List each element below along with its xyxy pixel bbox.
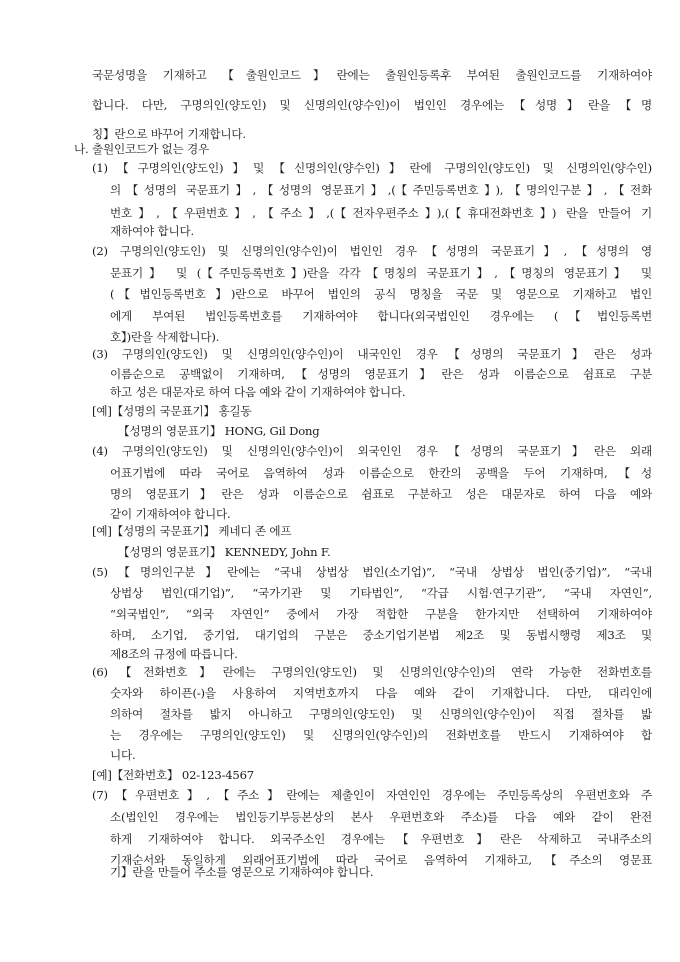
text-line: 어표기법에 따라 국어로 음역하여 성과 이름순으로 한칸의 공백을 두어 기재하며,【성 xyxy=(110,466,652,480)
text-line: 의【성명의 국문표기】,【성명의 영문표기】,(【주민등록번호】),【명의인구분】,【전화 xyxy=(110,183,652,197)
text-line: 숫자와 하이픈(-)을 사용하여 지역번호까지 다음 예와 같이 기재합니다. 다만, 대리인에 xyxy=(110,686,652,700)
section-heading: 나. 출원인코드가 없는 경우 xyxy=(74,142,209,156)
text-line: 호】)란을 삭제합니다). xyxy=(110,330,220,344)
text-line: 칭】란으로 바꾸어 기재합니다. xyxy=(92,127,246,141)
text-line: “외국법인”, “외국 자연인” 중에서 가장 적합한 구분을 한가지만 선택하여 기재하여야 xyxy=(110,607,652,621)
text-line: 합니다. 다만, 구명의인(양도인) 및 신명의인(양수인)이 법인인 경우에는【성명】란을【명 xyxy=(92,98,652,112)
text-line: 명의 영문표기】란은 성과 이름순으로 쉼표로 구분하고 성은 대문자로 하여 다음 예와 xyxy=(110,487,652,501)
text-line: 문표기】 및 (【주민등록번호】)란을 각각【명칭의 국문표기】,【명칭의 영문표기】 및 xyxy=(110,266,652,280)
text-line: (7)【우편번호】,【주소】란에는 제출인이 자연인인 경우에는 주민등록상의 우편번호와 주 xyxy=(92,788,652,802)
text-line: (4) 구명의인(양도인) 및 신명의인(양수인)이 외국인인 경우【성명의 국문표기】란은 외래 xyxy=(92,444,652,458)
text-line: (2) 구명의인(양도인) 및 신명의인(양수인)이 법인인 경우【성명의 국문표기】,【성명의 영 xyxy=(92,244,652,258)
text-line: 소(법인인 경우에는 법인등기부등본상의 본사 우편번호와 주소)를 다음 예와 같이 완전 xyxy=(110,810,652,824)
text-line: 니다. xyxy=(110,748,136,762)
example-line: [예]【성명의 국문표기】 홍길동 xyxy=(92,404,252,418)
text-line: 상법상 법인(대기업)”, “국가기관 및 기타법인”, “각급 시험·연구기관”, “국내 자연인”, xyxy=(110,586,652,600)
example-line: 【성명의 영문표기】 HONG, Gil Dong xyxy=(118,424,320,438)
example-line: [예]【성명의 국문표기】 케네디 존 에프 xyxy=(92,524,292,538)
text-line: 기재순서와 동일하게 외래어표기법에 따라 국어로 음역하여 기재하고,【주소의 영문표 xyxy=(110,853,652,867)
text-line: 제8조의 규정에 따릅니다. xyxy=(110,647,238,661)
text-line: 국문성명을 기재하고 【출원인코드】란에는 출원인등록후 부여된 출원인코드를 기재하여야 xyxy=(92,68,652,82)
text-line: 재하여야 합니다. xyxy=(110,224,194,238)
text-line: (5)【명의인구분】란에는 “국내 상법상 법인(소기업)”, “국내 상법상 법인(중기업)”, “국내 xyxy=(92,565,652,579)
text-line: (6)【전화번호】란에는 구명의인(양도인) 및 신명의인(양수인)의 연락 가능한 전화번호를 xyxy=(92,665,652,679)
text-line: 번호】,【우편번호】,【주소】,(【전자우편주소】),(【휴대전화번호】) 란을 만들어 기 xyxy=(110,206,652,220)
text-line: 기】란을 만들어 주소를 영문으로 기재하여야 합니다. xyxy=(110,865,374,879)
text-line: 같이 기재하여야 합니다. xyxy=(110,507,231,521)
text-line: 는 경우에는 구명의인(양도인) 및 신명의인(양수인)의 전화번호를 반드시 기재하여야 합 xyxy=(110,728,652,742)
text-line: 의하여 절차를 밟지 아니하고 구명의인(양도인) 및 신명의인(양수인)이 직접 절차를 밟 xyxy=(110,707,652,721)
text-line: (【법인등록번호】)란으로 바꾸어 법인의 공식 명칭을 국문 및 영문으로 기재하고 법인 xyxy=(110,287,652,301)
text-line: 하며, 소기업, 중기업, 대기업의 구분은 중소기업기본법 제2조 및 동법시행령 제3조 및 xyxy=(110,628,652,642)
text-line: (3) 구명의인(양도인) 및 신명의인(양수인)이 내국인인 경우【성명의 국문표기】란은 성과 xyxy=(92,347,652,361)
text-line: 에게 부여된 법인등록번호를 기재하여야 합니다(외국법인인 경우에는 (【법인등록번 xyxy=(110,309,652,323)
text-line: 하게 기재하여야 합니다. 외국주소인 경우에는【우편번호】란은 삭제하고 국내주소의 xyxy=(110,832,652,846)
example-line: 【성명의 영문표기】 KENNEDY, John F. xyxy=(118,545,331,559)
example-line: [예]【전화번호】 02-123-4567 xyxy=(92,768,254,782)
text-line: (1)【구명의인(양도인)】및【신명의인(양수인)】란에 구명의인(양도인) 및 신명의인(양수인) xyxy=(92,161,652,175)
text-line: 하고 성은 대문자로 하여 다음 예와 같이 기재하여야 합니다. xyxy=(110,385,406,399)
text-line: 이름순으로 공백없이 기재하며,【성명의 영문표기】란은 성과 이름순으로 쉼표로 구분 xyxy=(110,367,652,381)
